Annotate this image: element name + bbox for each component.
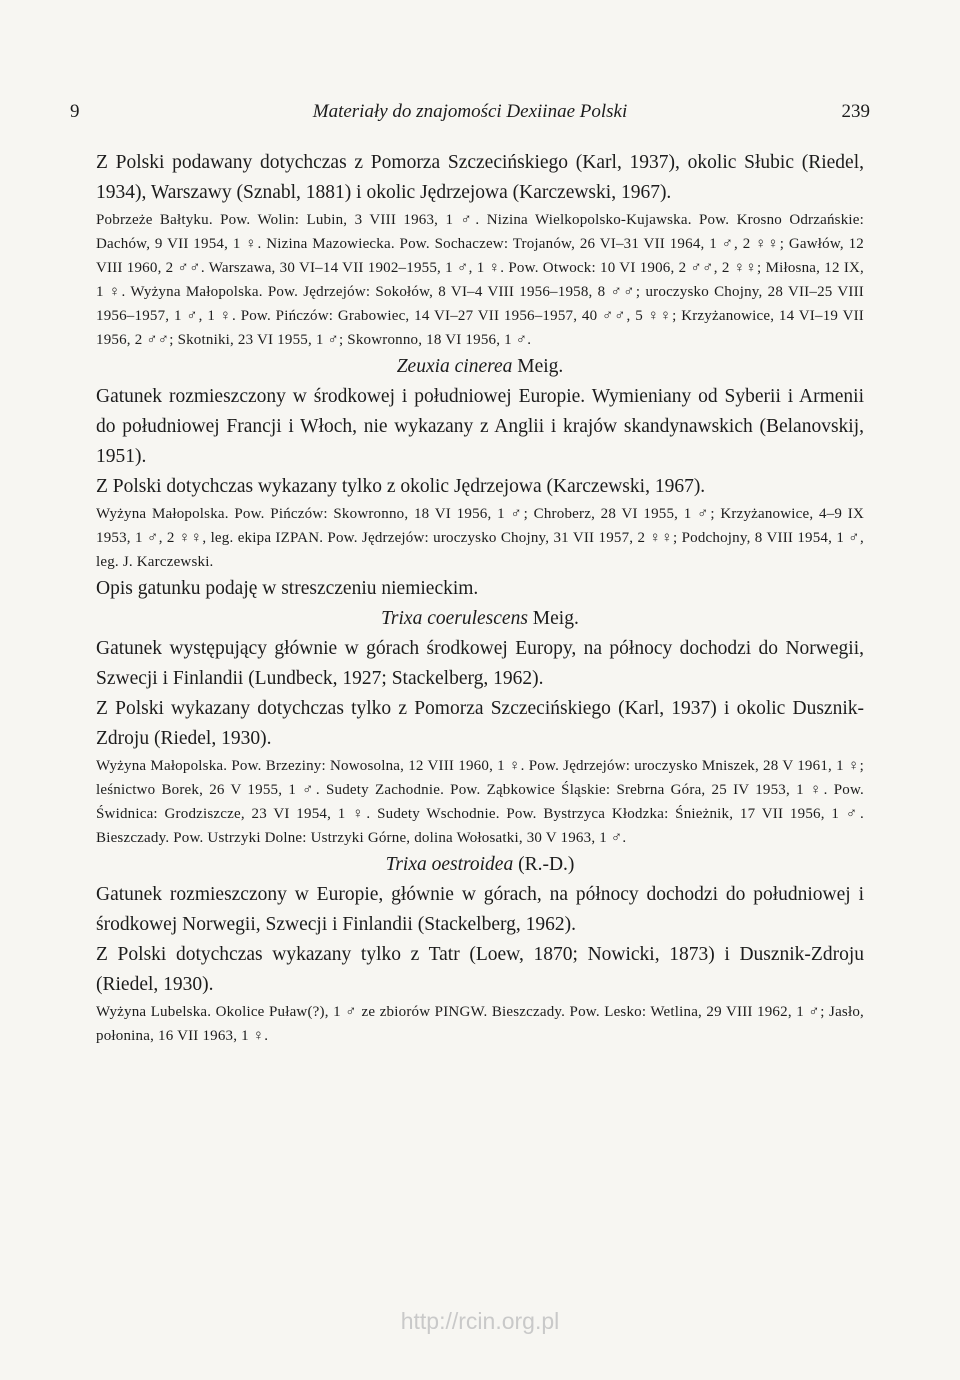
locality-list-1: Pobrzeże Bałtyku. Pow. Wolin: Lubin, 3 VIII 1963, 1 ♂. Nizina Wielkopolsko-Kujawska. Pow. Krosno Odrzańskie: Dachów, 9 VII 1954, 1 ♀. Nizina Mazowiecka. Pow. Sochaczew: Trojanów, 26 VI–31 VII 1964, 1 ♂, 2 ♀♀; Gawłów, 12 VIII 1960, 2 ♂♂. Warszawa, 30 VI–14 VII 1902–1955, 1 ♂, 1 ♀. Pow. Otwock: 10 VI 1906, 2 ♂♂, 2 ♀♀; Miłosna, 12 IX, 1 ♀. Wyżyna Małopolska. Pow. Jędrzejów: Sokołów, 8 VI–4 VIII 1956–1958, 8 ♂♂; uroczysko Chojny, 28 VII–25 VIII 1956–1957, 1 ♂, 1 ♀. Pow. Pińczów: Grabowiec, 14 VI–27 VII 1956–1957, 40 ♂♂, 5 ♀♀; Krzyżanowice, 14 VI–19 VII 1956, 2 ♂♂; Skotniki, 23 VI 1955, 1 ♂; Skowronno, 18 VI 1956, 1 ♂. (96, 212, 864, 348)
locality-list-4: Wyżyna Lubelska. Okolice Puław(?), 1 ♂ ze zbiorów PINGW. Bieszczady. Pow. Lesko: Wetlina, 29 VIII 1962, 1 ♂; Jasło, połonina, 16 VII 1963, 1 ♀. (96, 1004, 864, 1044)
paragraph-oestroidea-poland: Z Polski dotychczas wykazany tylko z Tatr (Loew, 1870; Nowicki, 1873) i Dusznik-Zdroju (Riedel, 1930). (96, 944, 864, 995)
species-heading-zeuxia-cinerea (96, 352, 864, 382)
species-name: Trixa oestroidea (385, 854, 514, 875)
species-name: Trixa coerulescens (381, 608, 528, 629)
paragraph-coerulescens-poland: Z Polski wykazany dotychczas tylko z Pomorza Szczecińskiego (Karl, 1937) i okolic Dusznik-Zdroju (Riedel, 1930). (96, 698, 864, 749)
species-name: Zeuxia cinerea (396, 356, 513, 377)
locality-list-3: Wyżyna Małopolska. Pow. Brzeziny: Nowosolna, 12 VIII 1960, 1 ♀. Pow. Jędrzejów: uroczysko Mniszek, 28 V 1961, 1 ♀; leśnictwo Borek, 26 V 1955, 1 ♂. Sudety Zachodnie. Pow. Ząbkowice Śląskie: Srebrna Góra, 25 IV 1953, 1 ♀. Pow. Świdnica: Grodziszcze, 23 VI 1954, 1 ♀. Sudety Wschodnie. Pow. Bystrzyca Kłodzka: Śnieżnik, 17 VII 1956, 1 ♂. Bieszczady. Pow. Ustrzyki Dolne: Ustrzyki Górne, dolina Wołosatki, 30 V 1963, 1 ♂. (96, 758, 864, 846)
paragraph-description-note: Opis gatunku podaję w streszczeniu niemieckim. (96, 578, 479, 599)
page-number-right: 239 (841, 101, 870, 122)
species-heading-trixa-oestroidea (96, 850, 864, 880)
watermark-url: http://rcin.org.pl (400, 1308, 560, 1334)
page-number-left: 9 (70, 101, 80, 122)
paragraph-zeuxia-poland: Z Polski dotychczas wykazany tylko z okolic Jędrzejowa (Karczewski, 1967). (96, 476, 706, 497)
locality-list-2: Wyżyna Małopolska. Pow. Pińczów: Skowronno, 18 VI 1956, 1 ♂; Chroberz, 28 VI 1955, 1 ♂; Krzyżanowice, 4–9 IX 1953, 1 ♂, 2 ♀♀, leg. ekipa IZPAN. Pow. Jędrzejów: uroczysko Chojny, 31 VII 1957, 2 ♀♀; Podchojny, 8 VIII 1954, 1 ♂, leg. J. Karczewski. (96, 506, 864, 570)
paragraph-zeuxia-range: Gatunek rozmieszczony w środkowej i południowej Europie. Wymieniany od Syberii i Armenii do południowej Francji i Włoch, nie wykazany z Anglii i krajów skandynawskich (Belanovskij, 1951). (96, 386, 864, 467)
paragraph-oestroidea-range: Gatunek rozmieszczony w Europie, głównie w górach, na północy dochodzi do południowej i środkowej Norwegii, Szwecji i Finlandii (Stackelberg, 1962). (96, 884, 864, 935)
species-heading-trixa-coerulescens (96, 604, 864, 634)
running-title: Materiały do znajomości Dexiinae Polski (312, 101, 628, 122)
species-author: Meig. (517, 356, 564, 377)
species-author: (R.-D.) (518, 854, 575, 875)
species-author: Meig. (532, 608, 579, 629)
page-header (70, 101, 870, 127)
paragraph-distribution-intro: Z Polski podawany dotychczas z Pomorza Szczecińskiego (Karl, 1937), okolic Słubic (Riedel, 1934), Warszawy (Sznabl, 1881) i okolic Jędrzejowa (Karczewski, 1967). (96, 152, 864, 203)
paragraph-coerulescens-range: Gatunek występujący głównie w górach środkowej Europy, na północy dochodzi do Norwegii, Szwecji i Finlandii (Lundbeck, 1927; Stackelberg, 1962). (96, 638, 864, 689)
article-body (96, 148, 864, 1048)
